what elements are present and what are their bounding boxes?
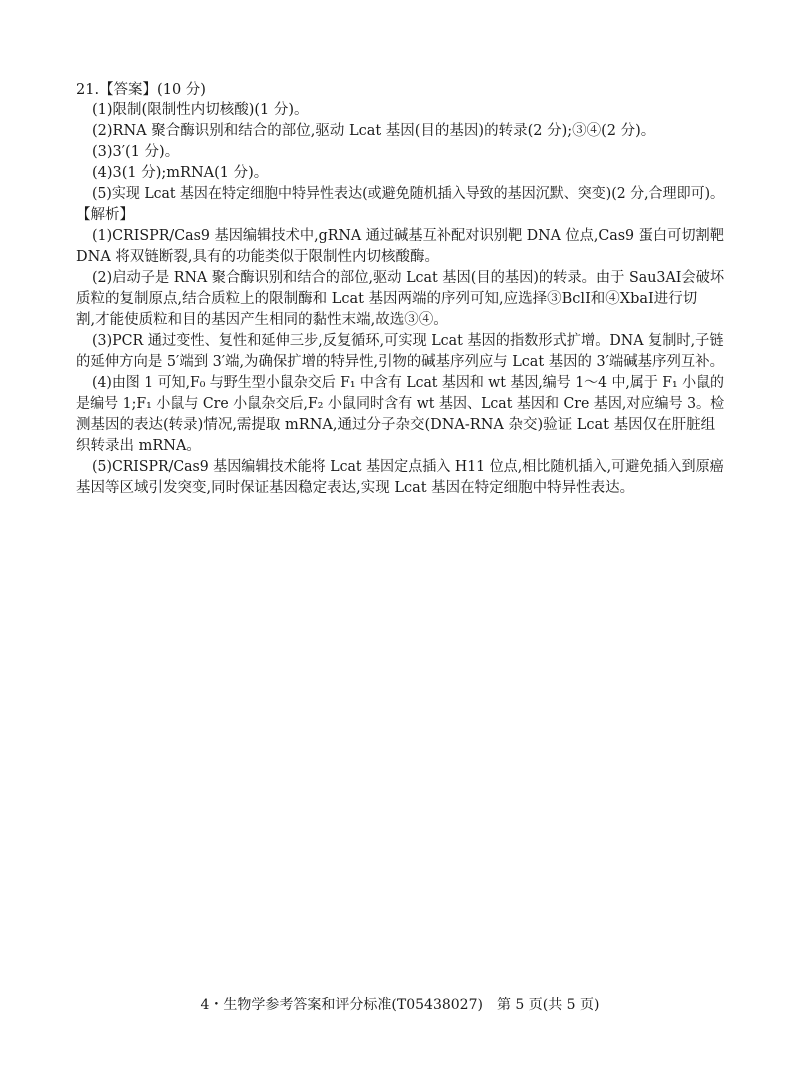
answer-item-4: (4)3(1 分);mRNA(1 分)。 [92,165,269,181]
analysis-line: 测基因的表达(转录)情况,需提取 mRNA,通过分子杂交(DNA-RNA 杂交)验证 Lcat 基因仅在肝脏组 [76,417,716,433]
analysis-line: 的延伸方向是 5′端到 3′端,为确保扩增的特异性,引物的碱基序列应与 Lcat 基因的 3′端碱基序列互补。 [76,354,725,370]
analysis-line: DNA 将双链断裂,具有的功能类似于限制性内切核酸酶。 [76,249,440,265]
analysis-line: (2)启动子是 RNA 聚合酶识别和结合的部位,驱动 Lcat 基因(目的基因)的转录。由于 Sau3AⅠ会破坏 [92,270,725,286]
answer-header: 21.【答案】(10 分) [76,82,206,98]
analysis-line: (5)CRISPR/Cas9 基因编辑技术能将 Lcat 基因定点插入 H11 位点,相比随机插入,可避免插入到原癌 [92,459,724,475]
analysis-line: 基因等区域引发突变,同时保证基因稳定表达,实现 Lcat 基因在特定细胞中特异性表达。 [76,480,635,496]
answer-item-1: (1)限制(限制性内切核酸)(1 分)。 [92,102,309,118]
answer-item-5: (5)实现 Lcat 基因在特定细胞中特异性表达(或避免随机插入导致的基因沉默、突变)(2 分,合理即可)。 [92,186,725,202]
analysis-line: 织转录出 mRNA。 [76,438,201,454]
answer-item-3: (3)3′(1 分)。 [92,144,180,160]
analysis-line: 质粒的复制原点,结合质粒上的限制酶和 Lcat 基因两端的序列可知,应选择③BclⅠ和④XbaⅠ进行切 [76,291,698,307]
analysis-line: (3)PCR 通过变性、复性和延伸三步,反复循环,可实现 Lcat 基因的指数形式扩增。DNA 复制时,子链 [92,333,724,349]
analysis-line: (1)CRISPR/Cas9 基因编辑技术中,gRNA 通过碱基互补配对识别靶 DNA 位点,Cas9 蛋白可切割靶 [92,228,725,244]
analysis-header: 【解析】 [76,207,134,223]
analysis-line: 割,才能使质粒和目的基因产生相同的黏性末端,故选③④。 [76,312,448,328]
analysis-line: (4)由图 1 可知,F₀ 与野生型小鼠杂交后 F₁ 中含有 Lcat 基因和 wt 基因,编号 1～4 中,属于 F₁ 小鼠的 [92,375,725,391]
page-footer: 4・生物学参考答案和评分标准(T05438027) 第 5 页(共 5 页) [200,997,600,1013]
answer-item-2: (2)RNA 聚合酶识别和结合的部位,驱动 Lcat 基因(目的基因)的转录(2 分);③④(2 分)。 [92,123,656,139]
analysis-line: 是编号 1;F₁ 小鼠与 Cre 小鼠杂交后,F₂ 小鼠同时含有 wt 基因、Lcat 基因和 Cre 基因,对应编号 3。检 [76,396,725,412]
